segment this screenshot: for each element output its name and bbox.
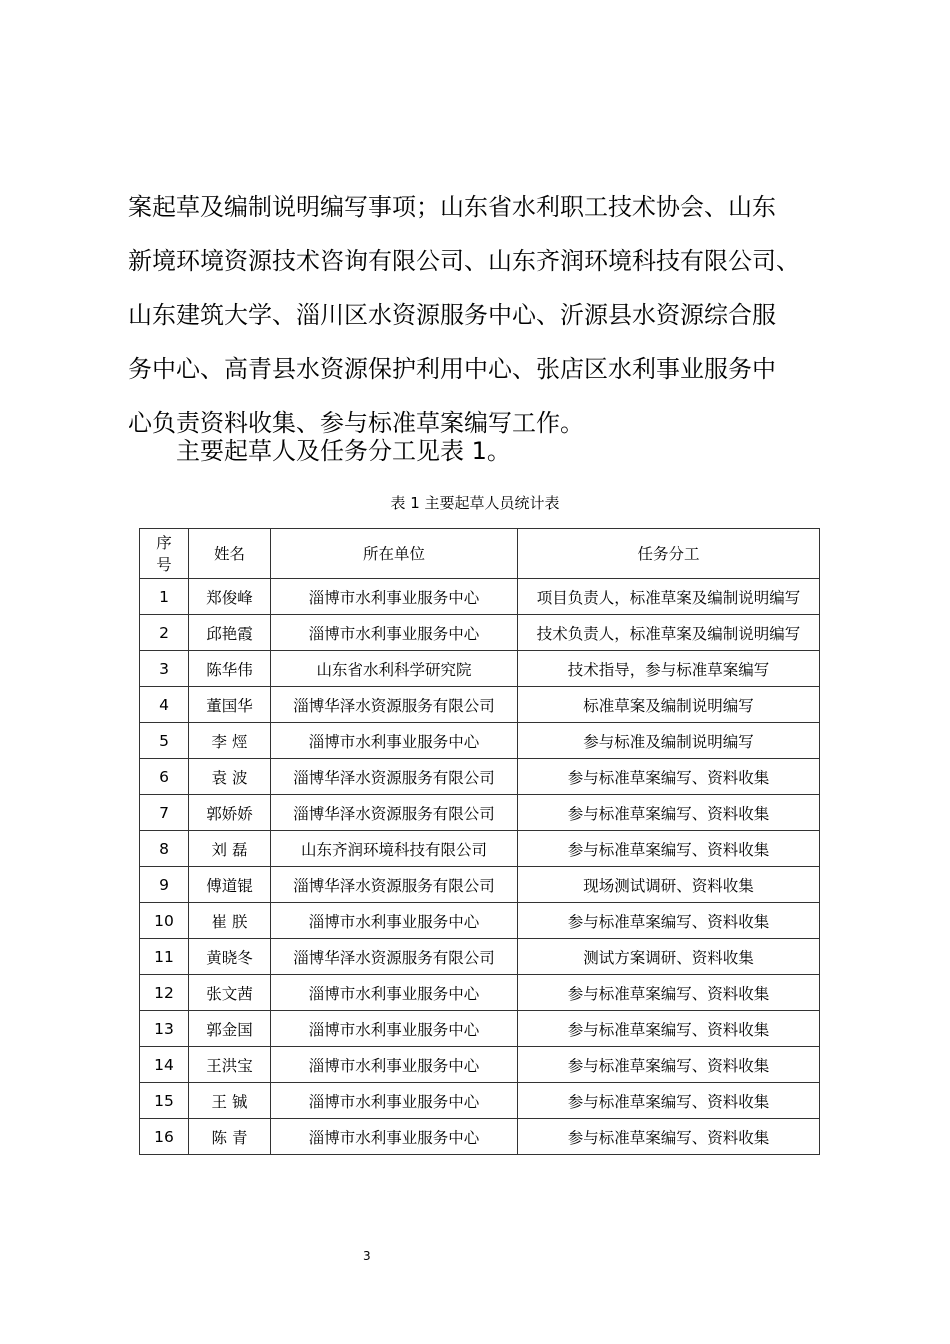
cell-name: 袁 波 xyxy=(189,759,271,795)
cell-name: 王 铖 xyxy=(189,1083,271,1119)
cell-task: 测试方案调研、资料收集 xyxy=(518,939,820,975)
intro-sentence: 主要起草人及任务分工见表 1。 xyxy=(176,437,511,465)
cell-unit: 淄博市水利事业服务中心 xyxy=(271,1047,518,1083)
cell-task: 参与标准草案编写、资料收集 xyxy=(518,1047,820,1083)
cell-task: 参与标准草案编写、资料收集 xyxy=(518,1119,820,1155)
paragraph-line: 心负责资料收集、参与标准草案编写工作。 xyxy=(128,409,584,437)
cell-name: 董国华 xyxy=(189,687,271,723)
body-paragraph xyxy=(128,180,848,450)
cell-unit: 淄博市水利事业服务中心 xyxy=(271,903,518,939)
cell-task: 项目负责人，标准草案及编制说明编写 xyxy=(518,579,820,615)
cell-index: 3 xyxy=(140,651,189,687)
cell-task: 现场测试调研、资料收集 xyxy=(518,867,820,903)
cell-name: 王洪宝 xyxy=(189,1047,271,1083)
table-row xyxy=(140,687,820,723)
table-row xyxy=(140,1011,820,1047)
cell-name: 傅道锟 xyxy=(189,867,271,903)
cell-index: 4 xyxy=(140,687,189,723)
cell-name: 陈 青 xyxy=(189,1119,271,1155)
header-task: 任务分工 xyxy=(518,529,820,579)
cell-unit: 淄博市水利事业服务中心 xyxy=(271,579,518,615)
page-number: 3 xyxy=(363,1249,371,1263)
cell-unit: 淄博华泽水资源服务有限公司 xyxy=(271,687,518,723)
table-header-row xyxy=(140,529,820,579)
table-row xyxy=(140,1119,820,1155)
cell-unit: 淄博市水利事业服务中心 xyxy=(271,723,518,759)
cell-index: 8 xyxy=(140,831,189,867)
cell-task: 参与标准草案编写、资料收集 xyxy=(518,975,820,1011)
cell-unit: 淄博市水利事业服务中心 xyxy=(271,975,518,1011)
cell-index: 11 xyxy=(140,939,189,975)
header-index: 序号 xyxy=(140,529,189,579)
header-unit: 所在单位 xyxy=(271,529,518,579)
table-row xyxy=(140,723,820,759)
table-row xyxy=(140,939,820,975)
cell-unit: 山东齐润环境科技有限公司 xyxy=(271,831,518,867)
cell-unit: 淄博市水利事业服务中心 xyxy=(271,1083,518,1119)
paragraph-line: 山东建筑大学、淄川区水资源服务中心、沂源县水资源综合服 xyxy=(128,301,776,329)
cell-unit: 淄博华泽水资源服务有限公司 xyxy=(271,795,518,831)
table-row xyxy=(140,579,820,615)
cell-unit: 淄博华泽水资源服务有限公司 xyxy=(271,939,518,975)
cell-task: 参与标准草案编写、资料收集 xyxy=(518,1083,820,1119)
cell-index: 7 xyxy=(140,795,189,831)
drafters-table xyxy=(139,528,820,1155)
table-row xyxy=(140,615,820,651)
cell-task: 参与标准草案编写、资料收集 xyxy=(518,903,820,939)
cell-index: 13 xyxy=(140,1011,189,1047)
table-row xyxy=(140,867,820,903)
cell-task: 参与标准草案编写、资料收集 xyxy=(518,1011,820,1047)
cell-index: 1 xyxy=(140,579,189,615)
table-row xyxy=(140,795,820,831)
table-row xyxy=(140,651,820,687)
cell-index: 6 xyxy=(140,759,189,795)
table-row xyxy=(140,975,820,1011)
cell-index: 15 xyxy=(140,1083,189,1119)
cell-name: 黄晓冬 xyxy=(189,939,271,975)
table-body xyxy=(140,579,820,1155)
cell-index: 9 xyxy=(140,867,189,903)
cell-index: 2 xyxy=(140,615,189,651)
paragraph-line: 案起草及编制说明编写事项；山东省水利职工技术协会、山东 xyxy=(128,193,776,221)
table-row xyxy=(140,831,820,867)
table-row xyxy=(140,759,820,795)
cell-task: 技术负责人，标准草案及编制说明编写 xyxy=(518,615,820,651)
cell-name: 崔 朕 xyxy=(189,903,271,939)
cell-unit: 山东省水利科学研究院 xyxy=(271,651,518,687)
table-row xyxy=(140,1083,820,1119)
table-row xyxy=(140,1047,820,1083)
cell-unit: 淄博市水利事业服务中心 xyxy=(271,615,518,651)
cell-task: 技术指导，参与标准草案编写 xyxy=(518,651,820,687)
cell-index: 16 xyxy=(140,1119,189,1155)
table-caption: 表 1 主要起草人员统计表 xyxy=(390,494,560,512)
cell-index: 12 xyxy=(140,975,189,1011)
cell-task: 参与标准草案编写、资料收集 xyxy=(518,795,820,831)
cell-name: 郭金国 xyxy=(189,1011,271,1047)
cell-name: 邱艳霞 xyxy=(189,615,271,651)
table-row xyxy=(140,903,820,939)
cell-unit: 淄博市水利事业服务中心 xyxy=(271,1011,518,1047)
cell-unit: 淄博华泽水资源服务有限公司 xyxy=(271,867,518,903)
cell-task: 参与标准草案编写、资料收集 xyxy=(518,759,820,795)
paragraph-line: 新境环境资源技术咨询有限公司、山东齐润环境科技有限公司、 xyxy=(128,247,800,275)
cell-index: 14 xyxy=(140,1047,189,1083)
cell-index: 10 xyxy=(140,903,189,939)
cell-task: 标准草案及编制说明编写 xyxy=(518,687,820,723)
cell-index: 5 xyxy=(140,723,189,759)
cell-name: 刘 磊 xyxy=(189,831,271,867)
cell-task: 参与标准及编制说明编写 xyxy=(518,723,820,759)
cell-task: 参与标准草案编写、资料收集 xyxy=(518,831,820,867)
paragraph-line: 务中心、高青县水资源保护利用中心、张店区水利事业服务中 xyxy=(128,355,776,383)
cell-name: 郑俊峰 xyxy=(189,579,271,615)
cell-name: 李 烴 xyxy=(189,723,271,759)
cell-name: 陈华伟 xyxy=(189,651,271,687)
header-name: 姓名 xyxy=(189,529,271,579)
cell-name: 张文茜 xyxy=(189,975,271,1011)
cell-name: 郭娇娇 xyxy=(189,795,271,831)
cell-unit: 淄博华泽水资源服务有限公司 xyxy=(271,759,518,795)
cell-unit: 淄博市水利事业服务中心 xyxy=(271,1119,518,1155)
